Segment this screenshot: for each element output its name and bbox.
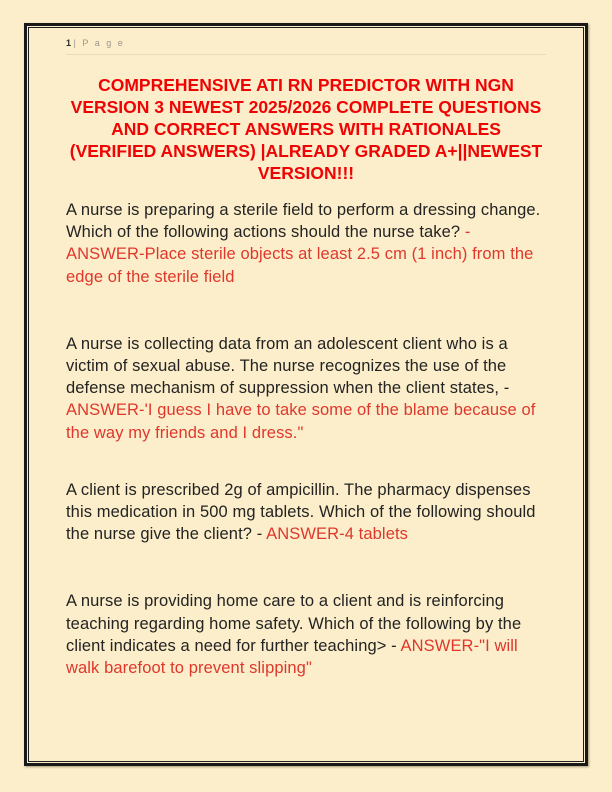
page-header: [66, 38, 546, 55]
page-label: | P a g e: [73, 38, 125, 48]
question-text: A nurse is preparing a sterile field to perform a dressing change. Which of the following actions should the nurse take?: [66, 201, 541, 242]
question-text: A nurse is collecting data from an adolescent client who is a victim of sexual abuse. The nurse recognizes the use of the defense mechanism of suppression when the client states, -: [66, 334, 510, 398]
answer-text: ANSWER-'I guess I have to take some of the blame because of the way my friends and I dress.": [66, 401, 536, 442]
answer-text: ANSWER-4 tablets: [266, 525, 408, 544]
question-text: A client is prescribed 2g of ampicillin. The pharmacy dispenses this medication in 500 mg tablets. Which of the following should the nurse give the client? -: [66, 480, 536, 544]
page-number: 1: [66, 38, 72, 48]
document-title: COMPREHENSIVE ATI RN PREDICTOR WITH NGN VERSION 3 NEWEST 2025/2026 COMPLETE QUESTIONS AND CORRECT ANSWERS WITH RATIONALES (VERIFIED ANSWERS) |ALREADY GRADED A+||NEWEST VERSION!!!: [69, 75, 543, 183]
qa-item: [66, 333, 546, 444]
document-page-frame: [24, 23, 588, 766]
question-text: A nurse is providing home care to a client and is reinforcing teaching regarding home safety. Which of the following by the client indicates a need for further teaching> -: [66, 592, 522, 655]
answer-text: - ANSWER-Place sterile objects at least 2.5 cm (1 inch) from the edge of the sterile field: [66, 223, 534, 286]
qa-item: [66, 199, 546, 288]
qa-item: [66, 479, 546, 546]
qa-item: [66, 590, 546, 679]
document-page: [28, 27, 584, 762]
answer-text: ANSWER-"I will walk barefoot to prevent slipping": [66, 636, 518, 678]
